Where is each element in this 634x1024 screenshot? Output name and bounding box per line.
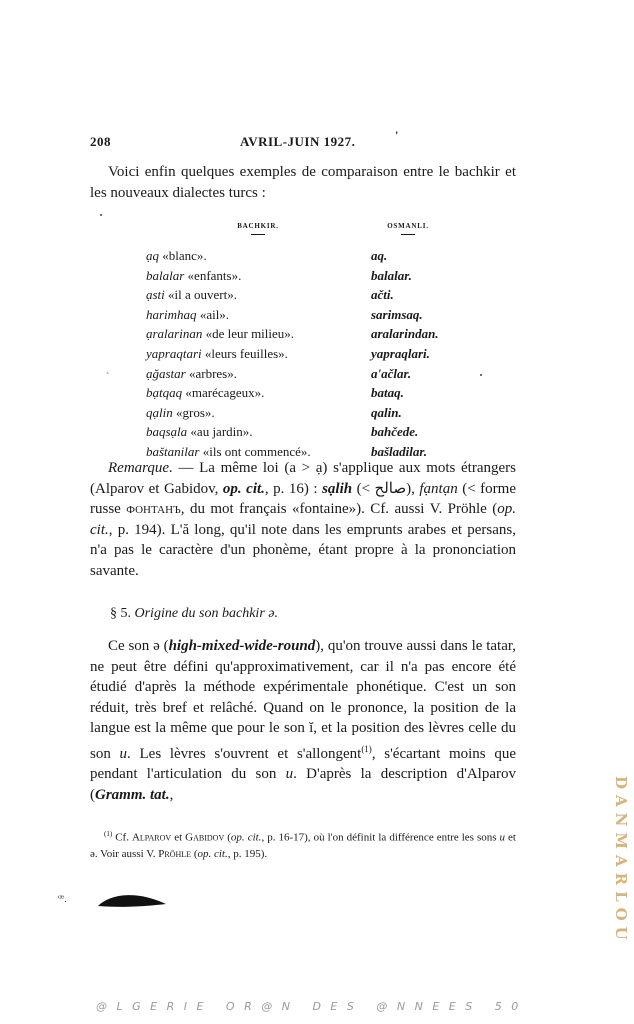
table-row: baštanilar «ils ont commencé». bašladilar. bbox=[146, 443, 427, 459]
table-row: baqsạla «au jardin». bahčede. bbox=[146, 424, 419, 440]
table-row: bạtqaq «marécageux». bataq. bbox=[146, 385, 404, 401]
table-row: ạsti «il a ouvert». ačti. bbox=[146, 287, 394, 303]
ink-blot bbox=[96, 888, 168, 912]
table-row: ạq «blanc». aq. bbox=[146, 248, 388, 263]
table-row: ạğastar «arbres». a'ačlar. bbox=[146, 365, 412, 381]
table-row: harimhaq «ail». sarimsaq. bbox=[146, 306, 423, 322]
scan-mark: ꟹ. bbox=[58, 894, 67, 905]
page-header bbox=[90, 128, 518, 154]
print-speck bbox=[100, 214, 102, 216]
remark-paragraph: Remarque. — La même loi (a > ạ) s'applique aux mots étrangers (Alparov et Gabidov, op. cit., p. 16) : sạlih (< صالح), fạntạn (< forme russe фонтанъ, du mot français «fontaine»). Cf. aussi V. Pröhle (op. cit., p. 194). L'ă long, qu'il note dans les emprunts arabes et persans, n'a pas le caractère d'un phonème, étant propre à la prononciation savante. bbox=[90, 460, 517, 579]
footer-watermark: @LGERIE OR@N DES @NNEES 50 bbox=[96, 1000, 528, 1013]
table-row: yapraqtari «leurs feuilles». yapraqlari. bbox=[146, 345, 430, 361]
side-watermark: DANMARLOU bbox=[612, 776, 630, 946]
print-speck bbox=[480, 374, 482, 376]
comparison-table bbox=[146, 246, 446, 462]
table-row: qạlin «gros». qalin. bbox=[146, 404, 402, 420]
section-heading: § 5. Origine du son bachkir ə. bbox=[110, 606, 278, 621]
page-number: 208 bbox=[90, 134, 111, 149]
table-row: balalar «enfants». balalar. bbox=[146, 267, 412, 283]
column-rule bbox=[251, 234, 265, 235]
header-tick-mark: ' bbox=[395, 128, 399, 142]
table-row: ạralarinan «de leur milieu». aralarindan. bbox=[146, 326, 439, 342]
column-rule bbox=[401, 234, 415, 235]
body-paragraph: Ce son ə (high-mixed-wide-round), qu'on trouve aussi dans le tatar, ne peut être défini qu'approximativement, car il n'a pas encore été étudié d'après la méthode expérimentale phonétique. C'est un son réduit, très bref et relâché. Quand on le prononce, la position de la langue est la même que pour le son ĭ, et la position des lèvres celle du son u. Les lèvres s'ouvrent et s'allongent$^{(1)}$, s'écartant moins que pendant l'articulation du son u. D'après la description d'Alparov (Gramm. tat., bbox=[90, 638, 517, 803]
column-header-bachkir: BACHKIR. bbox=[228, 222, 288, 235]
print-speck: ` bbox=[106, 372, 110, 383]
running-head: AVRIL-JUIN 1927. bbox=[240, 134, 356, 149]
footnote: $^{(1)}$ Cf. Alparov et Gabidov (op. cit., p. 16-17), où l'on définit la différence entre les sons u et ə. Voir aussi V. Pröhle (op. cit., p. 195). bbox=[90, 830, 516, 860]
intro-paragraph: Voici enfin quelques exemples de comparaison entre le bachkir et les nouveaux dialectes turcs : bbox=[90, 164, 516, 201]
column-header-osmanli: OSMANLI. bbox=[378, 222, 438, 235]
